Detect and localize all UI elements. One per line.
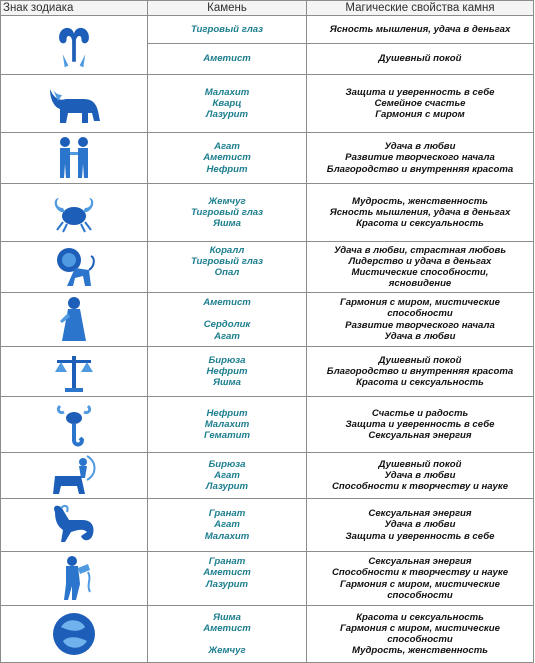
libra-scales-icon (51, 350, 97, 394)
sign-cell (1, 16, 148, 75)
stone-property: Душевный покой (378, 53, 462, 65)
sign-cell (1, 184, 148, 242)
stone-name: Тигровый глаз (190, 255, 264, 267)
stone-property: Ясность мышления, удача в деньгах (329, 206, 511, 218)
sign-cell (1, 397, 148, 453)
stone-name: Кварц (212, 97, 242, 109)
props-cell (307, 453, 534, 499)
table-row (1, 133, 534, 184)
stone-name: Аметист (203, 567, 251, 579)
table-row (1, 75, 534, 133)
stone-property: Лидерство и удача в деньгах (348, 255, 492, 267)
header-sign: Знак зодиака (1, 1, 148, 16)
stone-property: Способности к творчеству и науке (331, 567, 509, 579)
props-cell (307, 133, 534, 184)
stone-property: Сексуальная энергия (368, 508, 472, 520)
stone-property: Душевный покой (378, 458, 462, 470)
props-cell (307, 606, 534, 663)
stone-name: Малахит (204, 86, 250, 98)
stone-property: Гармония с миром (375, 109, 465, 121)
stone-name: Аметист (203, 152, 251, 164)
cancer-crab-icon (51, 190, 97, 236)
stones-cell (148, 397, 307, 453)
stone-name: Лазурит (205, 481, 249, 493)
stone-name: Жемчуг (208, 645, 246, 657)
stone-name: Аметист (203, 622, 251, 634)
stone-property: Красота и сексуальность (356, 218, 484, 230)
stone-property: Мудрость, женственность (352, 645, 488, 657)
stones-cell (148, 293, 307, 347)
stone-property: Сексуальная энергия (368, 556, 472, 568)
sign-cell (1, 606, 148, 663)
stone-property: Мудрость, женственность (352, 195, 488, 207)
stones-cell (148, 242, 307, 293)
stone-property: Красота и сексуальность (356, 377, 484, 389)
props-cell (307, 242, 534, 293)
stones-cell (148, 347, 307, 397)
aries-ram-icon (44, 17, 104, 73)
props-cell (307, 184, 534, 242)
stone-name: Аметист (203, 297, 251, 309)
stone-name: Гематит (203, 430, 251, 442)
stones-cell (148, 552, 307, 606)
stone-property: Защита и уверенность в себе (345, 86, 495, 98)
stone-property: Семейное счастье (374, 97, 466, 109)
stone-property: Удача в любви (384, 519, 456, 531)
sign-cell (1, 133, 148, 184)
stone-property: Гармония с миром, мистические способности (340, 622, 500, 645)
stone-property: Развитие творческого начала (345, 152, 495, 164)
stones-cell (148, 133, 307, 184)
props-cell (307, 499, 534, 552)
props-cell (307, 44, 534, 75)
pisces-fish-icon (49, 609, 99, 659)
stones-cell (148, 16, 307, 44)
table-row (1, 347, 534, 397)
stones-cell (148, 606, 307, 663)
stone-property: Защита и уверенность в себе (345, 418, 495, 430)
stone-name: Лазурит (205, 578, 249, 590)
stone-name: Агат (214, 519, 240, 531)
stone-property: Удача в любви (384, 469, 456, 481)
stone-property: Ясность мышления, удача в деньгах (329, 23, 511, 35)
stone-name: Жемчуг (208, 195, 246, 207)
stones-cell (148, 44, 307, 75)
stone-name: Яшма (213, 218, 241, 230)
stone-property: Удача в любви, страстная любовь (333, 244, 507, 256)
props-cell (307, 347, 534, 397)
table-row (1, 397, 534, 453)
stone-name: Нефрит (206, 365, 248, 377)
stone-name: Бирюза (208, 354, 246, 366)
stone-property: Благородство и внутренняя красота (326, 163, 514, 175)
stones-cell (148, 184, 307, 242)
table-row (1, 499, 534, 552)
header-row (1, 1, 534, 16)
stone-name: Гранат (208, 556, 246, 568)
props-cell (307, 75, 534, 133)
table-row (1, 453, 534, 499)
header-props: Магические свойства камня (307, 1, 534, 16)
sign-cell (1, 347, 148, 397)
table-row (1, 552, 534, 606)
stone-property: Красота и сексуальность (356, 611, 484, 623)
leo-lion-icon (51, 244, 97, 290)
capricorn-goat-icon (47, 502, 101, 548)
stone-name: Опал (214, 267, 240, 279)
table-row (1, 16, 534, 44)
stone-name: Нефрит (206, 163, 248, 175)
stone-name: Аметист (203, 53, 251, 65)
stone-name: Тигровый глаз (190, 206, 264, 218)
sign-cell (1, 499, 148, 552)
sign-cell (1, 293, 148, 347)
props-cell (307, 293, 534, 347)
stone-name: Гранат (208, 508, 246, 520)
stone-name: Тигровый глаз (190, 23, 264, 35)
sign-cell (1, 552, 148, 606)
sagittarius-archer-icon (47, 454, 101, 498)
stone-property: Удача в любви (384, 330, 456, 342)
sign-cell (1, 453, 148, 499)
stone-name: Нефрит (206, 407, 248, 419)
props-cell (307, 397, 534, 453)
table-row (1, 242, 534, 293)
stone-property: Гармония с миром, мистические способности (340, 297, 500, 320)
stone-property: Мистические способности, ясновидение (351, 267, 489, 290)
props-cell (307, 16, 534, 44)
stone-name: Сердолик (203, 319, 251, 331)
stone-property: Душевный покой (378, 354, 462, 366)
table-row (1, 606, 534, 663)
stone-property: Способности к творчеству и науке (331, 481, 509, 493)
stone-property: Счастье и радость (371, 407, 469, 419)
virgo-maiden-icon (54, 295, 94, 345)
stone-name: Агат (214, 469, 240, 481)
taurus-bull-icon (44, 79, 104, 129)
stone-property: Благородство и внутренняя красота (326, 365, 514, 377)
sign-cell (1, 242, 148, 293)
header-stone: Камень (148, 1, 307, 16)
stone-name: Яшма (213, 377, 241, 389)
stone-name: Яшма (213, 611, 241, 623)
stones-cell (148, 499, 307, 552)
stone-property: Сексуальная энергия (368, 430, 472, 442)
stone-property: Гармония с миром, мистические способности (340, 578, 500, 601)
sign-cell (1, 75, 148, 133)
stone-name: Агат (214, 141, 240, 153)
gemini-twins-icon (50, 134, 98, 182)
props-cell (307, 552, 534, 606)
aquarius-water-bearer-icon (54, 554, 94, 604)
stone-property: Развитие творческого начала (345, 319, 495, 331)
stone-name: Агат (214, 330, 240, 342)
stone-property: Защита и уверенность в себе (345, 530, 495, 542)
scorpio-scorpion-icon (54, 400, 94, 450)
stone-name: Бирюза (208, 458, 246, 470)
stone-property: Удача в любви (384, 141, 456, 153)
stones-cell (148, 453, 307, 499)
stone-name: Малахит (204, 530, 250, 542)
table-row (1, 293, 534, 347)
table-row (1, 184, 534, 242)
stone-name: Лазурит (205, 109, 249, 121)
stones-cell (148, 75, 307, 133)
stone-name: Коралл (209, 244, 245, 256)
stone-name: Малахит (204, 418, 250, 430)
